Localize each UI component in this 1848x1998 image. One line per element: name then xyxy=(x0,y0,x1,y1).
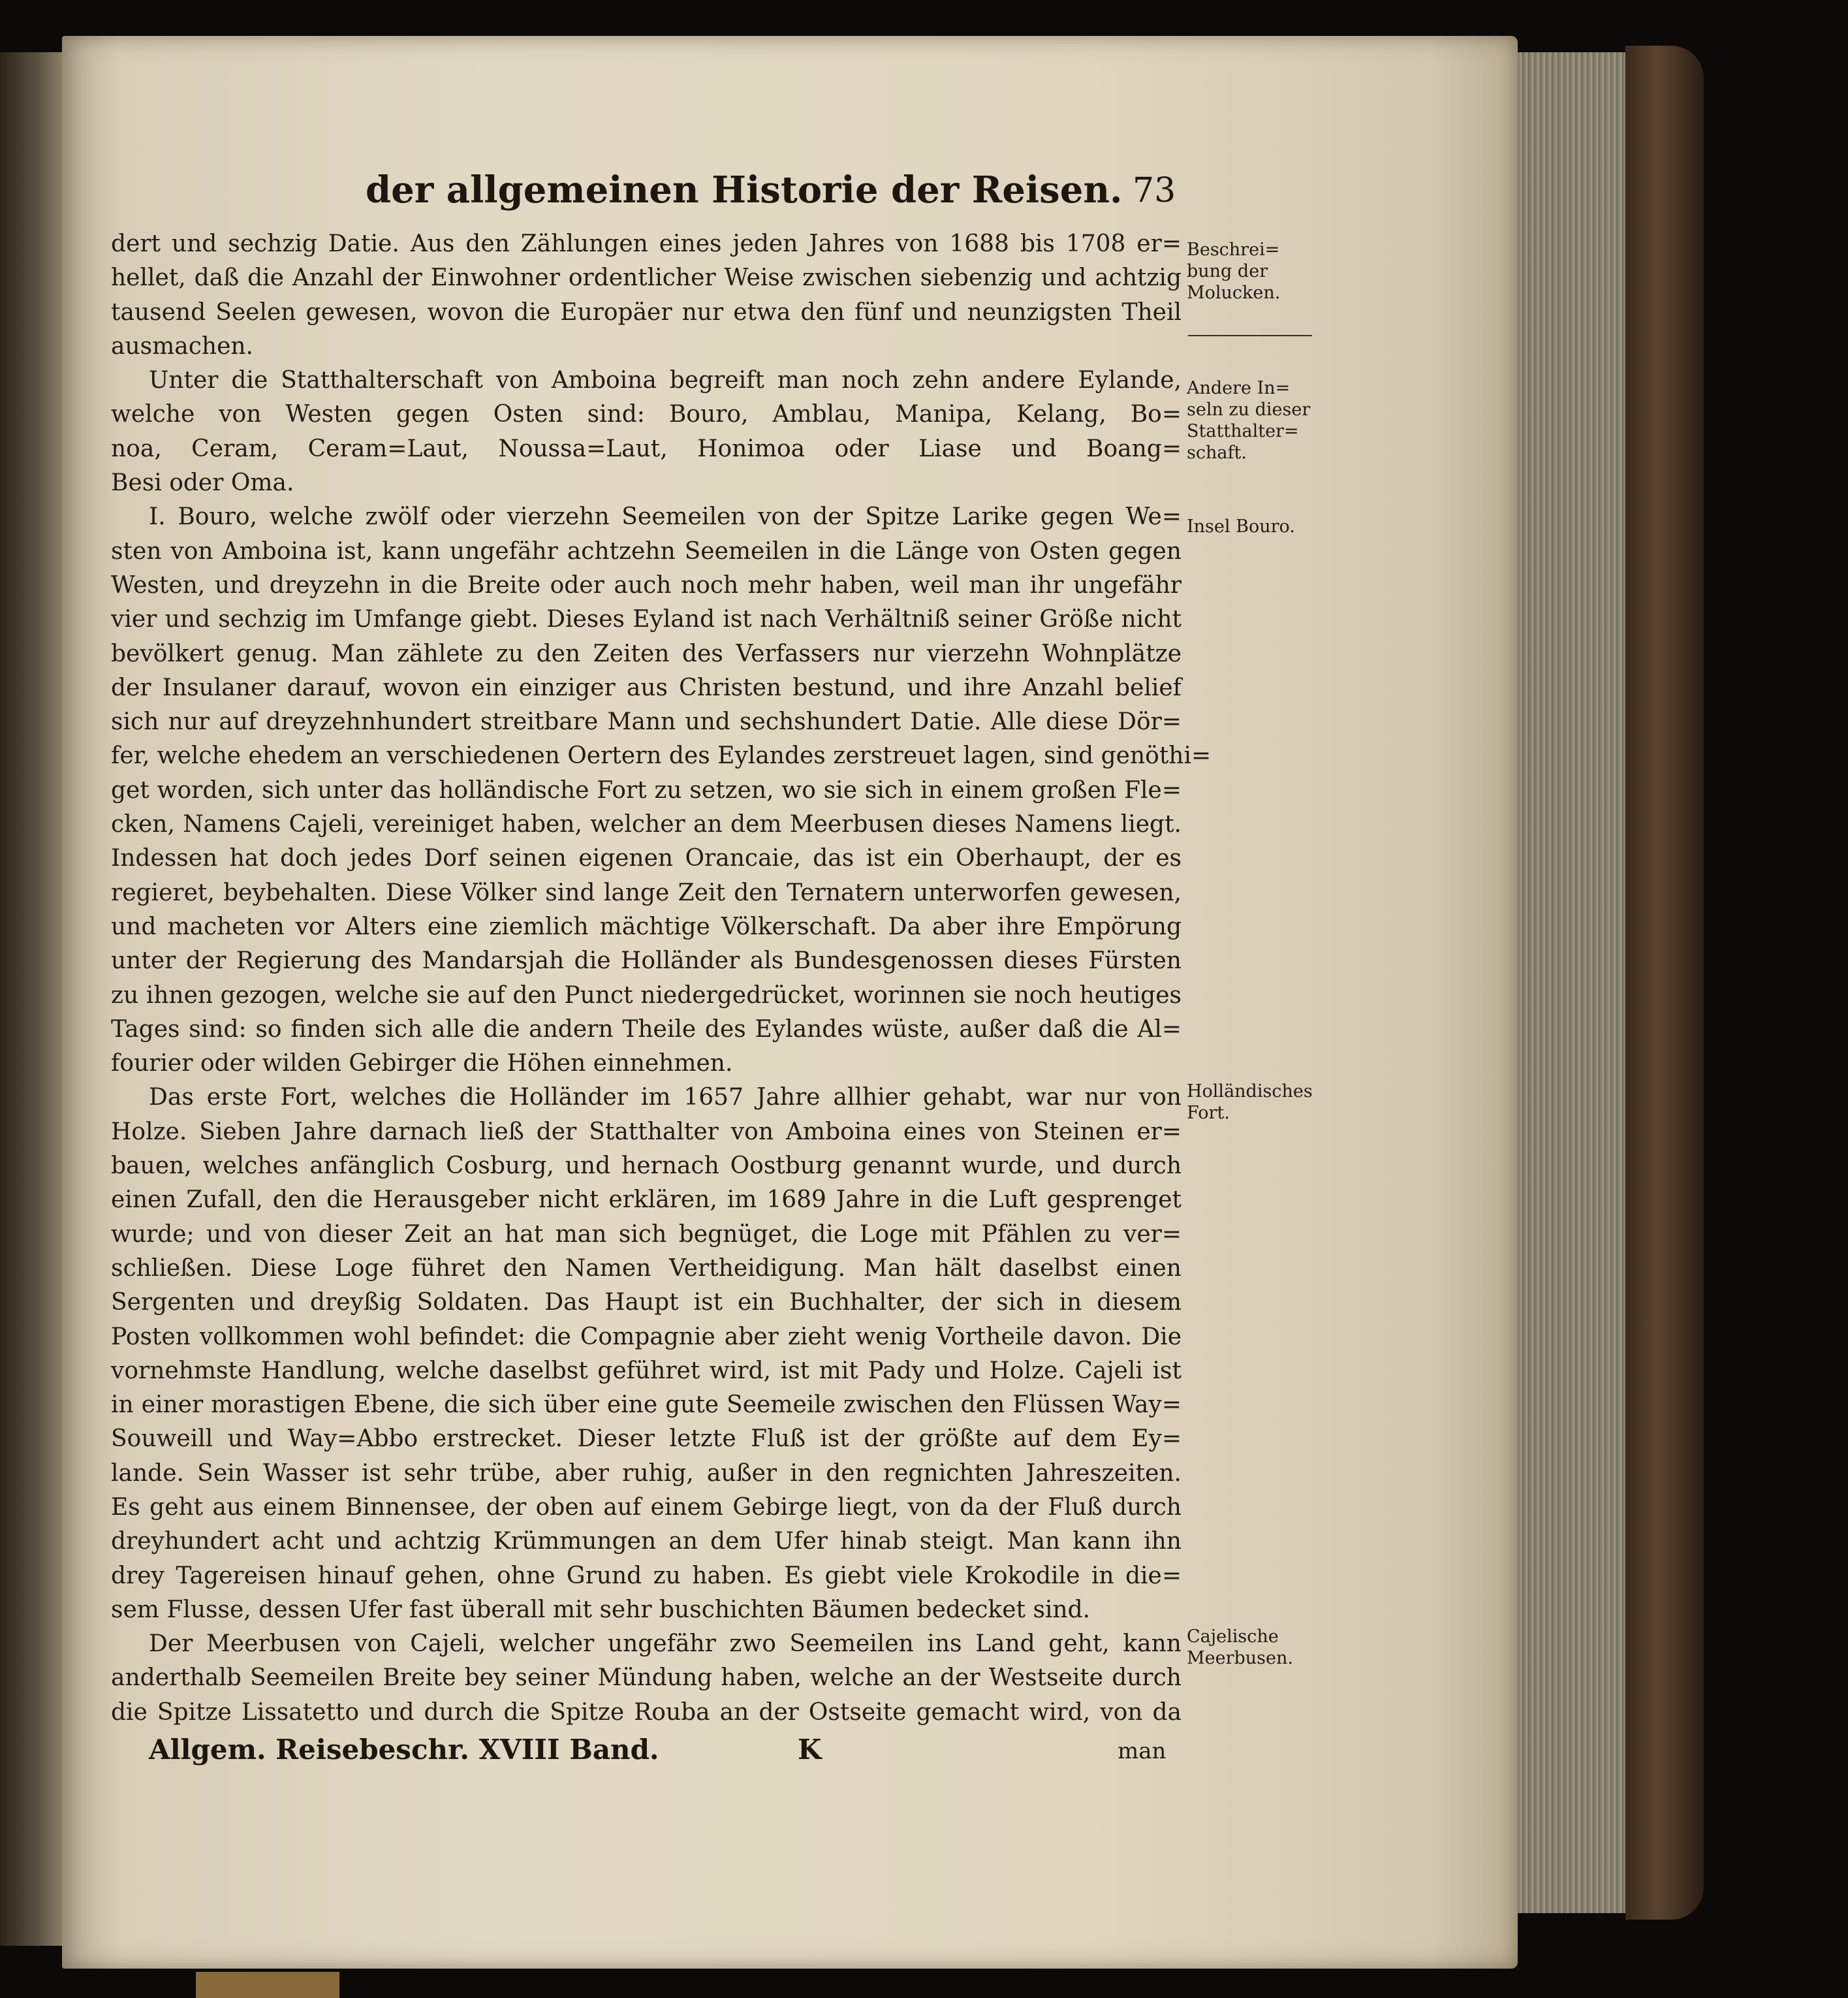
text-line: noa, Ceram, Ceram=Laut, Noussa=Laut, Honimoa oder Liase und Boang= xyxy=(111,435,1182,462)
margin-note-line: bung der xyxy=(1187,261,1268,281)
margin-note-line: Statthalter= xyxy=(1187,421,1299,441)
text-line: fourier oder wilden Gebirger die Höhen einnehmen. xyxy=(111,1050,733,1077)
margin-note-rule xyxy=(1188,328,1312,336)
page-number: 73 xyxy=(1133,171,1176,210)
text-line: Indessen hat doch jedes Dorf seinen eigenen Orancaie, das ist ein Oberhaupt, der es xyxy=(111,845,1182,872)
margin-note-line: Andere In= xyxy=(1187,378,1291,398)
margin-note-line: Holländisches xyxy=(1187,1081,1313,1102)
text-line: dert und sechzig Datie. Aus den Zählungen eines jeden Jahres von 1688 bis 1708 er= xyxy=(111,230,1182,257)
text-line: der Insulaner darauf, wovon ein einziger aus Christen bestund, und ihre Anzahl belief xyxy=(111,674,1182,701)
text-line: einen Zufall, den die Herausgeber nicht erklären, im 1689 Jahre in die Luft gesprenget xyxy=(111,1186,1182,1214)
text-line: Besi oder Oma. xyxy=(111,469,294,497)
margin-note-3 xyxy=(1187,516,1330,537)
margin-note-line: seln zu dieser xyxy=(1187,400,1311,420)
text-line: wurde; und von dieser Zeit an hat man sich begnüget, die Loge mit Pfählen zu ver= xyxy=(111,1220,1182,1248)
text-line: Sergenten und dreyßig Soldaten. Das Haupt ist ein Buchhalter, der sich in diesem xyxy=(111,1289,1182,1316)
text-line: Holze. Sieben Jahre darnach ließ der Statthalter von Amboina eines von Steinen er= xyxy=(111,1118,1182,1145)
margin-note-line: Fort. xyxy=(1187,1103,1230,1123)
text-line: vier und sechzig im Umfange giebt. Dieses Eyland ist nach Verhältniß seiner Größe nicht xyxy=(111,606,1182,633)
margin-note-1 xyxy=(1187,239,1330,304)
text-line: schließen. Diese Loge führet den Namen Vertheidigung. Man hält daselbst einen xyxy=(111,1254,1182,1282)
text-line: Posten vollkommen wohl befindet: die Compagnie aber zieht wenig Vortheile davon. Die xyxy=(111,1323,1182,1350)
text-line: sich nur auf dreyzehnhundert streitbare Mann und sechshundert Datie. Alle diese Dör= xyxy=(111,708,1182,736)
text-line: Unter die Statthalterschaft von Amboina begreift man noch zehn andere Eylande, xyxy=(149,367,1182,394)
text-line: ausmachen. xyxy=(111,332,254,360)
text-line: anderthalb Seemeilen Breite bey seiner Mündung haben, welche an der Westseite durch xyxy=(111,1664,1182,1692)
text-line: und macheten vor Alters eine ziemlich mächtige Völkerschaft. Da aber ihre Empörung xyxy=(111,913,1182,940)
text-line: Westen, und dreyzehn in die Breite oder auch noch mehr haben, weil man ihr ungefähr xyxy=(111,571,1182,599)
margin-note-line: schaft. xyxy=(1187,443,1247,463)
text-line: unter der Regierung des Mandarsjah die Holländer als Bundesgenossen dieses Fürsten xyxy=(111,947,1182,975)
text-line: lande. Sein Wasser ist sehr trübe, aber ruhig, außer in den regnichten Jahreszeiten. xyxy=(111,1459,1182,1487)
text-line: zu ihnen gezogen, welche sie auf den Punct niedergedrücket, worinnen sie noch heutiges xyxy=(111,981,1182,1009)
text-line: hellet, daß die Anzahl der Einwohner ordentlicher Weise zwischen siebenzig und achtzig xyxy=(111,264,1182,292)
text-line: Der Meerbusen von Cajeli, welcher ungefähr zwo Seemeilen ins Land geht, kann xyxy=(149,1630,1182,1658)
text-line: tausend Seelen gewesen, wovon die Europäer nur etwa den fünf und neunzigsten Theil xyxy=(111,298,1182,326)
book-cover xyxy=(1625,46,1704,1920)
bookmark-tab xyxy=(196,1972,339,1998)
body-text xyxy=(111,227,1212,1730)
margin-note-line: Meerbusen. xyxy=(1187,1648,1293,1668)
text-line: bevölkert genug. Man zählete zu den Zeiten des Verfassers nur vierzehn Wohnplätze xyxy=(111,640,1182,667)
margin-note-line: Insel Bouro. xyxy=(1187,516,1295,537)
text-line: Souweill und Way=Abbo erstrecket. Dieser letzte Fluß ist der größte auf dem Ey= xyxy=(111,1425,1182,1453)
text-line: sten von Amboina ist, kann ungefähr achtzehn Seemeilen in die Länge von Osten gegen xyxy=(111,537,1182,565)
margin-note-2 xyxy=(1187,377,1330,464)
catchword: man xyxy=(1118,1738,1167,1764)
margin-note-line: Cajelische xyxy=(1187,1626,1279,1647)
text-line: dreyhundert acht und achtzig Krümmungen an dem Ufer hinab steigt. Man kann ihn xyxy=(111,1528,1182,1555)
text-line: regieret, beybehalten. Diese Völker sind lange Zeit den Ternatern unterworfen gewesen, xyxy=(111,879,1182,906)
text-line: die Spitze Lissatetto und durch die Spitze Rouba an der Ostseite gemacht wird, von da xyxy=(111,1698,1182,1726)
facing-page-edge xyxy=(0,52,62,1946)
text-line: sem Flusse, dessen Ufer fast überall mit sehr buschichten Bäumen bedecket sind. xyxy=(111,1596,1091,1623)
text-line: in einer morastigen Ebene, die sich über eine gute Seemeile zwischen den Flüssen Way= xyxy=(111,1391,1182,1419)
signature-mark: K xyxy=(798,1734,822,1766)
margin-note-4 xyxy=(1187,1081,1330,1124)
text-line: cken, Namens Cajeli, vereiniget haben, welcher an dem Meerbusen dieses Namens liegt. xyxy=(111,811,1182,838)
running-head: der allgemeinen Historie der Reisen. xyxy=(366,168,1123,212)
text-line: Das erste Fort, welches die Holländer im 1657 Jahre allhier gehabt, war nur von xyxy=(149,1084,1182,1111)
margin-note-5 xyxy=(1187,1626,1330,1669)
text-line: vornehmste Handlung, welche daselbst geführet wird, ist mit Pady und Holze. Cajeli ist xyxy=(111,1357,1182,1384)
text-line: get worden, sich unter das holländische Fort zu setzen, wo sie sich in einem großen Fle= xyxy=(111,776,1182,804)
text-line: bauen, welches anfänglich Cosburg, und hernach Oostburg genannt wurde, und durch xyxy=(111,1152,1182,1180)
text-line: Tages sind: so finden sich alle die andern Theile des Eylandes wüste, außer daß die Al= xyxy=(111,1015,1182,1043)
text-line: Es geht aus einem Binnensee, der oben auf einem Gebirge liegt, von da der Fluß durch xyxy=(111,1493,1182,1521)
signature-line: Allgem. Reisebeschr. XVIII Band. xyxy=(149,1734,659,1766)
margin-note-line: Molucken. xyxy=(1187,283,1281,303)
text-line: drey Tagereisen hinauf gehen, ohne Grund zu haben. Es giebt viele Krokodile in die= xyxy=(111,1562,1182,1589)
margin-note-line: Beschrei= xyxy=(1187,240,1280,260)
text-line: welche von Westen gegen Osten sind: Bouro, Amblau, Manipa, Kelang, Bo= xyxy=(111,401,1182,428)
text-line: I. Bouro, welche zwölf oder vierzehn Seemeilen von der Spitze Larike gegen We= xyxy=(149,503,1182,531)
text-line: fer, welche ehedem an verschiedenen Oertern des Eylandes zerstreuet lagen, sind genöthi= xyxy=(111,742,1212,770)
